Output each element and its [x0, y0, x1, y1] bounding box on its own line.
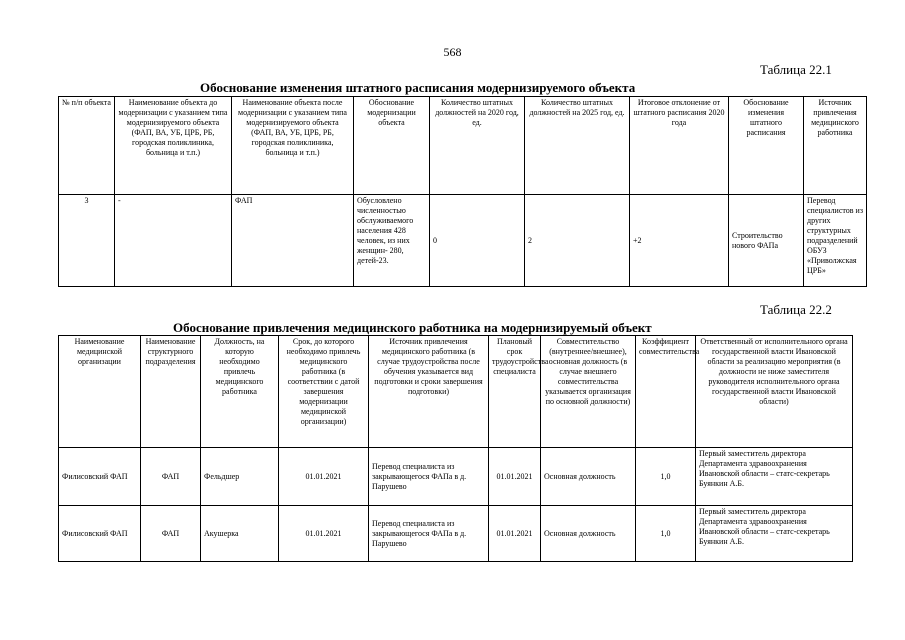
t1-cell: Строительство нового ФАПа	[729, 195, 804, 287]
table2-label: Таблица 22.2	[760, 302, 832, 317]
table1	[58, 96, 867, 287]
t1-header: Обоснование модернизации объекта	[354, 97, 430, 195]
t2-cell: 01.01.2021	[489, 506, 541, 562]
t1-header: Источник привлечения медицинского работника	[804, 97, 867, 195]
t1-header: Обоснование изменения штатного расписания	[729, 97, 804, 195]
t2-header: Срок, до которого необходимо привлечь медицинского работника (в соответствии с датой завершения модернизации медицинской организации)	[279, 336, 369, 448]
t1-cell: 3	[59, 195, 115, 287]
t2-cell: Филисовский ФАП	[59, 448, 141, 506]
t1-cell: Обусловлено численностью обслуживаемого населения 428 человек, из них женщин- 280, детей-23.	[354, 195, 430, 287]
t2-cell: Перевод специалиста из закрывающегося ФАПа в д. Парушево	[369, 448, 489, 506]
t2-cell: Основная должность	[541, 448, 636, 506]
t1-header: № п/п объекта	[59, 97, 115, 195]
page-number: 568	[443, 45, 462, 59]
t1-cell: -	[115, 195, 232, 287]
t2-cell: Акушерка	[201, 506, 279, 562]
table2-title: Обоснование привлечения медицинского работника на модернизируемый объект	[173, 320, 652, 335]
t2-header: Источник привлечения медицинского работника (в случае трудоустройства после обучения указывается вид подготовки и сроки завершения подготовки)	[369, 336, 489, 448]
t1-header: Итоговое отклонение от штатного расписания 2020 года	[630, 97, 729, 195]
t2-header: Наименование медицинской организации	[59, 336, 141, 448]
t2-cell: ФАП	[141, 506, 201, 562]
t2-cell: 01.01.2021	[279, 448, 369, 506]
t2-header: Должность, на которую необходимо привлечь медицинского работника	[201, 336, 279, 448]
t2-cell: Основная должность	[541, 506, 636, 562]
t2-cell: 1,0	[636, 448, 696, 506]
t2-header: Коэффициент совместительства	[636, 336, 696, 448]
t2-cell: Фельдшер	[201, 448, 279, 506]
t2-cell: Первый заместитель директора Департамента здравоохранения Ивановской области – статс-секретарь Буянкин А.Б.	[696, 448, 853, 506]
t1-header: Наименование объекта до модернизации с указанием типа модернизируемого объекта (ФАП, ВА, УБ, ЦРБ, РБ, городская поликлиника, больница и т.п.)	[115, 97, 232, 195]
t1-header: Количество штатных должностей на 2025 год, ед.	[525, 97, 630, 195]
t1-cell: Перевод специалистов из других структурных подразделений ОБУЗ «Приволжская ЦРБ»	[804, 195, 867, 287]
t1-cell: +2	[630, 195, 729, 287]
t2-header: Наименование структурного подразделения	[141, 336, 201, 448]
t2-header: Плановый срок трудоустройства специалиста	[489, 336, 541, 448]
t2-cell: Филисовский ФАП	[59, 506, 141, 562]
table2	[58, 335, 853, 562]
t2-cell: ФАП	[141, 448, 201, 506]
t1-cell: 2	[525, 195, 630, 287]
t1-cell: ФАП	[232, 195, 354, 287]
table1-label: Таблица 22.1	[760, 62, 832, 77]
t1-header: Наименование объекта после модернизации с указанием типа модернизируемого объекта (ФАП, ВА, УБ, ЦРБ, РБ, городская поликлиника, больница и т.п.)	[232, 97, 354, 195]
t1-header: Количество штатных должностей на 2020 год, ед.	[430, 97, 525, 195]
t2-cell: Первый заместитель директора Департамента здравоохранения Ивановской области – статс-секретарь Буянкин А.Б.	[696, 506, 853, 562]
table1-title: Обоснование изменения штатного расписания модернизируемого объекта	[200, 80, 636, 95]
t2-cell: Перевод специалиста из закрывающегося ФАПа в д. Парушево	[369, 506, 489, 562]
t2-cell: 01.01.2021	[489, 448, 541, 506]
t1-cell: 0	[430, 195, 525, 287]
t2-header: Совместительство (внутреннее/внешнее), основная должность (в случае внешнего совместительства указывается организация по основной должности)	[541, 336, 636, 448]
t2-cell: 01.01.2021	[279, 506, 369, 562]
t2-header: Ответственный от исполнительного органа государственной власти Ивановской области за реализацию мероприятия (в должности не ниже заместителя руководителя исполнительного органа государственной власти Ивановской области)	[696, 336, 853, 448]
t2-cell: 1,0	[636, 506, 696, 562]
